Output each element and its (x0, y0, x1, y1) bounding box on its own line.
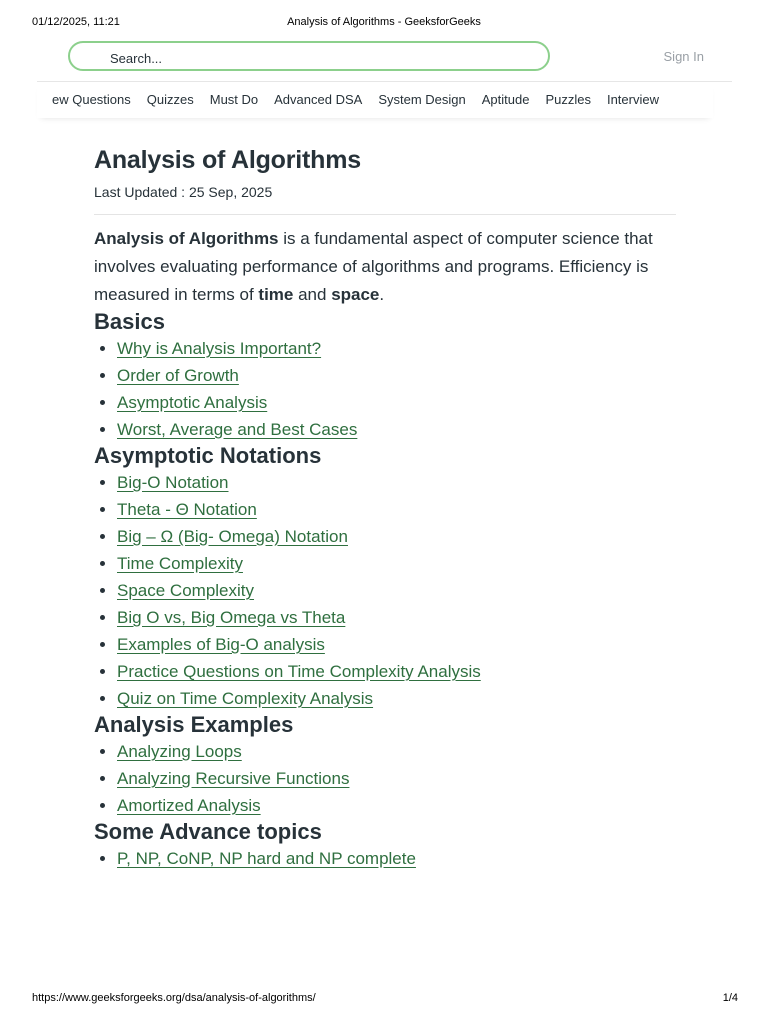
print-datetime: 01/12/2025, 11:21 (32, 16, 120, 28)
nav-item-aptitude[interactable]: Aptitude (481, 92, 530, 107)
link-asymptotic-analysis[interactable]: Asymptotic Analysis (117, 393, 268, 412)
list-item (117, 550, 676, 577)
list-item (117, 845, 676, 872)
intro-bold-space: space (331, 285, 380, 304)
intro-bold-time: time (258, 285, 294, 304)
link-examples-big-o-analysis[interactable]: Examples of Big-O analysis (117, 635, 325, 654)
nav-item-must-do[interactable]: Must Do (209, 92, 259, 107)
list-item (117, 416, 676, 443)
search-box[interactable] (68, 41, 550, 71)
print-document-title: Analysis of Algorithms - GeeksforGeeks (287, 16, 481, 28)
list-item (117, 523, 676, 550)
article-content (94, 146, 676, 872)
nav-item-system-design[interactable]: System Design (378, 92, 466, 107)
intro-text-2: and (293, 285, 332, 304)
basics-list (94, 335, 676, 443)
link-p-np-conp-np-hard[interactable]: P, NP, CoNP, NP hard and NP complete (117, 849, 416, 868)
print-footer (32, 992, 738, 1006)
section-heading-analysis-examples: Analysis Examples (94, 712, 294, 737)
link-theta-notation[interactable]: Theta - Θ Notation (117, 500, 257, 519)
sign-in-link[interactable]: Sign In (663, 49, 704, 64)
print-header (32, 16, 736, 30)
page-title: Analysis of Algorithms (94, 146, 361, 174)
list-item (117, 738, 676, 765)
intro-paragraph (94, 225, 676, 309)
link-amortized-analysis[interactable]: Amortized Analysis (117, 796, 261, 815)
link-time-complexity[interactable]: Time Complexity (117, 554, 243, 573)
nav-item-quizzes[interactable]: Quizzes (146, 92, 194, 107)
intro-text-3: . (379, 285, 385, 304)
list-item (117, 335, 676, 362)
link-analyzing-loops[interactable]: Analyzing Loops (117, 742, 242, 761)
analysis-examples-list (94, 738, 676, 819)
list-item (117, 658, 676, 685)
link-quiz-time-complexity[interactable]: Quiz on Time Complexity Analysis (117, 689, 374, 708)
print-page-number: 1/4 (722, 992, 738, 1004)
nav-item-advanced-dsa[interactable]: Advanced DSA (274, 92, 363, 107)
category-nav (37, 82, 713, 118)
list-item (117, 604, 676, 631)
search-input[interactable] (108, 49, 532, 67)
last-updated-date: 25 Sep, 2025 (188, 184, 273, 200)
list-item (117, 577, 676, 604)
list-item (117, 765, 676, 792)
section-heading-advance-topics: Some Advance topics (94, 819, 322, 844)
intro-text-1: is a fundamental aspect of computer science that involves evaluating performance of algorithms and programs. Efficiency is measured in terms of (94, 229, 653, 304)
title-divider (94, 214, 676, 215)
link-analyzing-recursive-functions[interactable]: Analyzing Recursive Functions (117, 769, 350, 788)
intro-bold-lead: Analysis of Algorithms (94, 229, 279, 248)
top-bar (37, 41, 732, 82)
link-big-o-vs-omega-vs-theta[interactable]: Big O vs, Big Omega vs Theta (117, 608, 346, 627)
list-item (117, 631, 676, 658)
nav-item-puzzles[interactable]: Puzzles (545, 92, 591, 107)
list-item (117, 469, 676, 496)
section-heading-basics: Basics (94, 309, 165, 334)
nav-track (52, 91, 675, 109)
link-order-of-growth[interactable]: Order of Growth (117, 366, 239, 385)
list-item (117, 389, 676, 416)
list-item (117, 496, 676, 523)
list-item (117, 792, 676, 819)
link-why-analysis-important[interactable]: Why is Analysis Important? (117, 339, 322, 358)
asymptotic-notations-list (94, 469, 676, 712)
link-practice-questions-time-complexity[interactable]: Practice Questions on Time Complexity Analysis (117, 662, 481, 681)
list-item (117, 362, 676, 389)
advance-topics-list (94, 845, 676, 872)
list-item (117, 685, 676, 712)
link-worst-average-best-cases[interactable]: Worst, Average and Best Cases (117, 420, 358, 439)
link-space-complexity[interactable]: Space Complexity (117, 581, 255, 600)
section-heading-asymptotic-notations: Asymptotic Notations (94, 443, 322, 468)
nav-item-interview-questions[interactable]: ew Questions (52, 92, 131, 107)
link-big-o-notation[interactable]: Big-O Notation (117, 473, 229, 492)
last-updated (94, 184, 676, 200)
print-url: https://www.geeksforgeeks.org/dsa/analysis-of-algorithms/ (32, 992, 316, 1004)
link-big-omega-notation[interactable]: Big – Ω (Big- Omega) Notation (117, 527, 348, 546)
last-updated-label: Last Updated : (94, 184, 189, 200)
nav-item-interview[interactable]: Interview (606, 92, 659, 107)
